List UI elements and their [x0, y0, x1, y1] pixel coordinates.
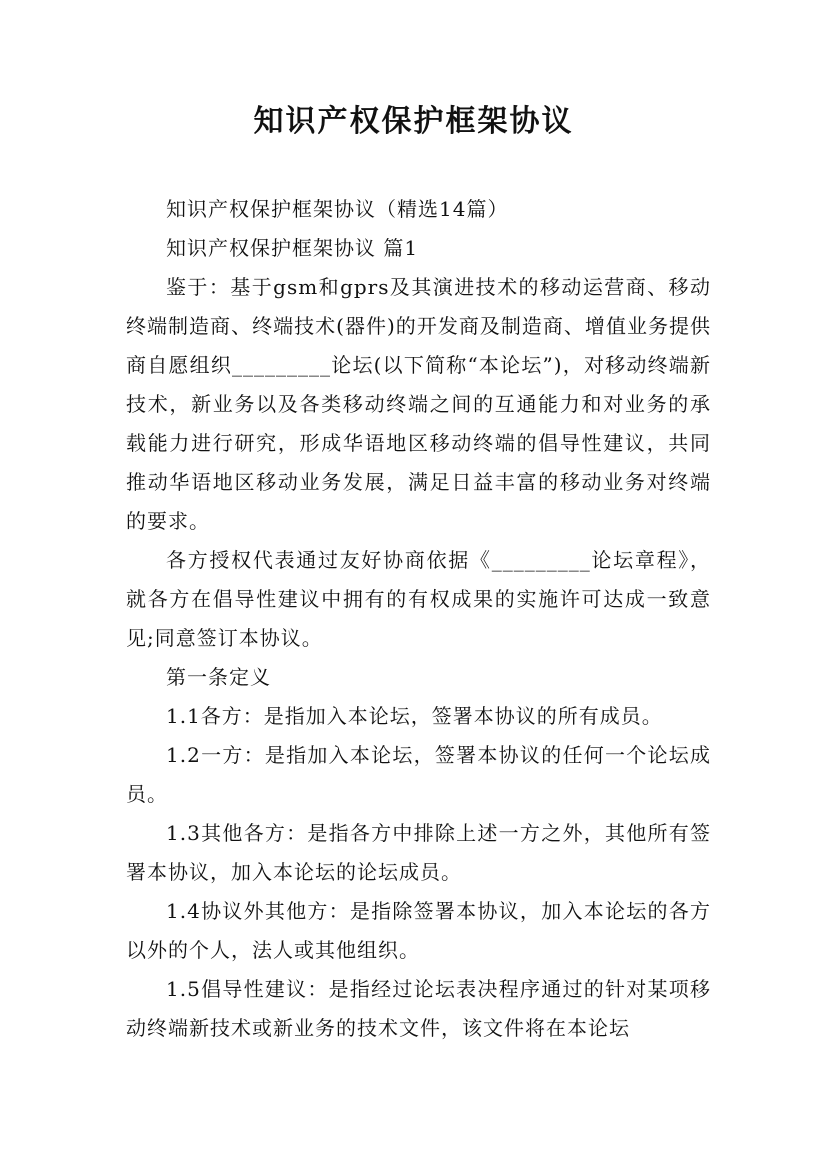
definition-paragraph: 1.3其他各方：是指各方中排除上述一方之外，其他所有签署本协议，加入本论坛的论坛成员。: [126, 821, 711, 884]
body-paragraph: 鉴于：基于gsm和gprs及其演进技术的移动运营商、移动终端制造商、终端技术(器件)的开发商及制造商、增值业务提供商自愿组织_________论坛(以下简称“本论坛”)，对移动终端新技术，新业务以及各类移动终端之间的互通能力和对业务的承载能力进行研究，形成华语地区移动终端的倡导性建议，共同推动华语地区移动业务发展，满足日益丰富的移动业务对终端的要求。: [126, 275, 711, 533]
definition-paragraph: 1.1各方：是指加入本论坛，签署本协议的所有成员。: [166, 704, 663, 728]
definition-paragraph: 1.2一方：是指加入本论坛，签署本协议的任何一个论坛成员。: [126, 743, 711, 806]
body-paragraph: 各方授权代表通过友好协商依据《_________论坛章程》，就各方在倡导性建议中拥有的有权成果的实施许可达成一致意见;同意签订本协议。: [126, 548, 711, 650]
definition-paragraph: 1.4协议外其他方：是指除签署本协议，加入本论坛的各方以外的个人，法人或其他组织。: [126, 899, 711, 962]
document-body: [126, 190, 711, 1048]
article-heading: 第一条定义: [166, 665, 271, 689]
document-title: 知识产权保护框架协议: [253, 104, 574, 139]
subtitle-paragraph: 知识产权保护框架协议（精选14篇）: [166, 197, 509, 221]
section-heading: 知识产权保护框架协议 篇1: [166, 236, 419, 260]
definition-paragraph: 1.5倡导性建议：是指经过论坛表决程序通过的针对某项移动终端新技术或新业务的技术文件，该文件将在本论坛: [126, 977, 711, 1040]
